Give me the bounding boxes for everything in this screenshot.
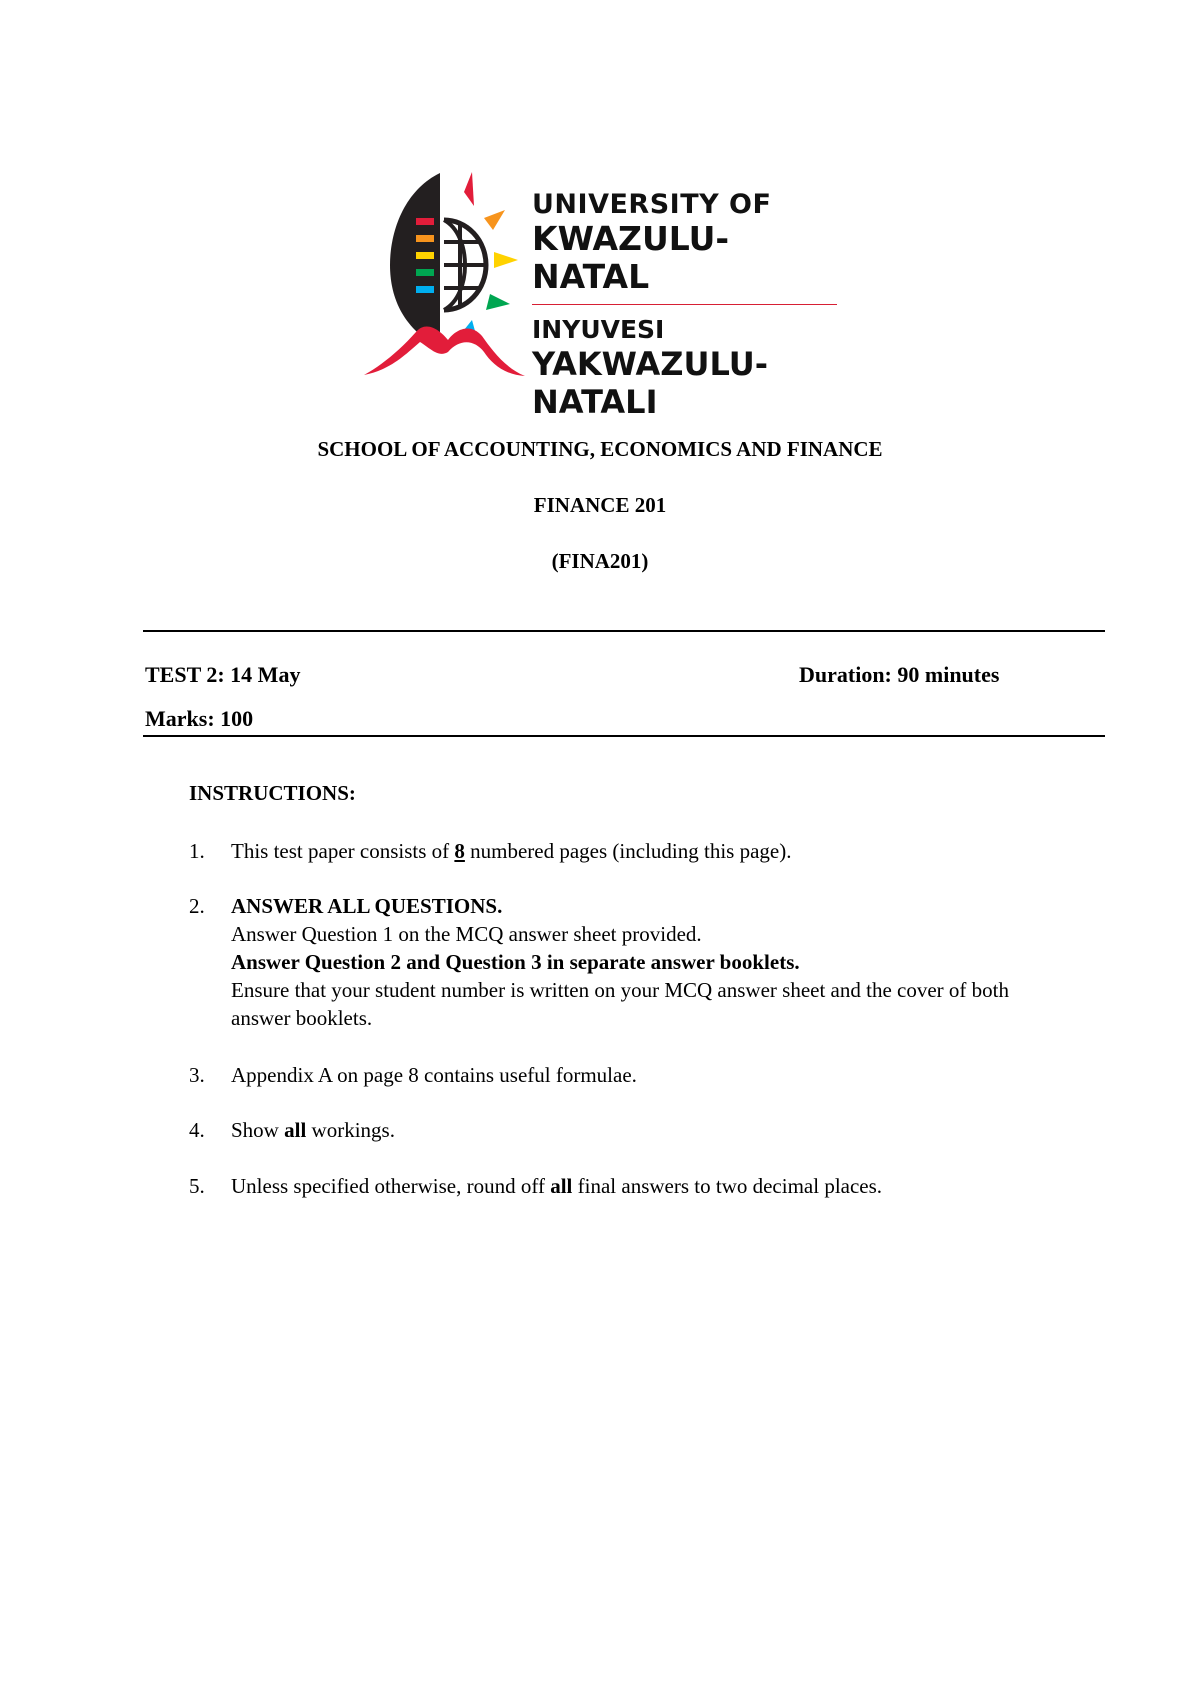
- instruction-text: [231, 837, 1069, 865]
- instruction-item: [189, 1116, 1069, 1144]
- instruction-number: 1.: [189, 839, 205, 863]
- school-name: SCHOOL OF ACCOUNTING, ECONOMICS AND FINANCE: [317, 437, 883, 461]
- wordmark-line-1: UNIVERSITY OF: [532, 189, 772, 220]
- course-name: FINANCE 201: [533, 493, 667, 517]
- page-count: 8: [454, 839, 465, 863]
- instruction-item: [189, 837, 1069, 865]
- university-logo: [360, 170, 840, 421]
- wordmark-line-3: INYUVESI: [532, 315, 665, 344]
- instruction-line: ANSWER ALL QUESTIONS.: [231, 894, 503, 918]
- instruction-emphasis: all: [550, 1174, 573, 1198]
- ukzn-emblem-icon: [360, 170, 540, 380]
- instruction-number: 3.: [189, 1063, 205, 1087]
- instruction-item: [189, 1061, 1069, 1089]
- instruction-emphasis: all: [284, 1118, 307, 1142]
- instruction-number: 4.: [189, 1118, 205, 1142]
- instruction-number: 5.: [189, 1174, 205, 1198]
- instruction-text-part: final answers to two decimal places.: [572, 1174, 883, 1198]
- instruction-text: [231, 1116, 1069, 1144]
- instruction-text-part: workings.: [306, 1118, 395, 1142]
- wordmark-divider: [532, 304, 837, 305]
- instructions-heading: INSTRUCTIONS:: [189, 781, 356, 805]
- test-marks: Marks: 100: [145, 706, 254, 731]
- instruction-text: Appendix A on page 8 contains useful formulae.: [231, 1063, 637, 1087]
- course-code: (FINA201): [551, 549, 649, 573]
- instruction-text-part: Show: [231, 1118, 285, 1142]
- instruction-text-part: Unless specified otherwise, round off: [231, 1174, 551, 1198]
- university-wordmark: [532, 190, 842, 421]
- top-rule: [143, 630, 1105, 632]
- instruction-number: 2.: [189, 894, 205, 918]
- instruction-item: [189, 892, 1069, 1032]
- instruction-text: [231, 1172, 1069, 1200]
- instruction-line: Answer Question 2 and Question 3 in separate answer booklets.: [231, 950, 800, 974]
- instruction-text: [231, 892, 1069, 1032]
- instruction-line: Answer Question 1 on the MCQ answer sheet provided.: [231, 922, 702, 946]
- wordmark-line-4: YAKWAZULU-NATALI: [532, 345, 768, 421]
- instruction-text-part: numbered pages (including this page).: [464, 839, 792, 863]
- instruction-text-part: This test paper consists of: [231, 839, 455, 863]
- wordmark-line-2: KWAZULU-NATAL: [532, 219, 730, 296]
- bottom-rule: [143, 735, 1105, 737]
- instruction-item: [189, 1172, 1069, 1200]
- test-name: TEST 2: 14 May: [145, 662, 301, 687]
- instruction-line: Ensure that your student number is written on your MCQ answer sheet and the cover of both answer booklets.: [231, 978, 1009, 1030]
- test-duration: Duration: 90 minutes: [799, 662, 1000, 687]
